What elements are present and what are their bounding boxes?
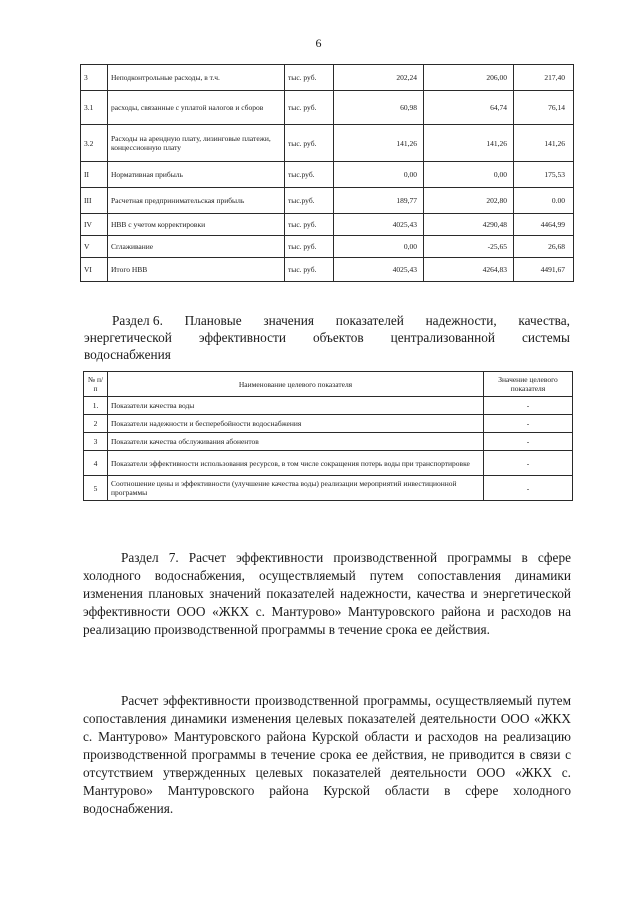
- value-year-1: 4025,43: [334, 258, 424, 282]
- row-unit: тыс. руб.: [285, 125, 334, 162]
- value-year-3: 76,14: [514, 91, 574, 125]
- heading-word: качества,: [518, 313, 570, 328]
- table-row: [81, 162, 574, 188]
- row-number: 5: [84, 476, 108, 501]
- table-row: [81, 188, 574, 214]
- row-number: 4: [84, 451, 108, 476]
- row-name: Итого НВВ: [108, 258, 285, 282]
- value-year-1: 60,98: [334, 91, 424, 125]
- section-6-line-1: [84, 312, 570, 329]
- heading-word: энергетической: [84, 330, 172, 345]
- row-number: 3: [84, 433, 108, 451]
- value-year-2: 4290,48: [424, 214, 514, 236]
- heading-word: централизованной: [390, 330, 495, 345]
- value-year-2: 4264,83: [424, 258, 514, 282]
- header-number: № п/п: [84, 372, 108, 397]
- row-number: VI: [81, 258, 108, 282]
- row-name: НВВ с учетом корректировки: [108, 214, 285, 236]
- value-year-3: 26,68: [514, 236, 574, 258]
- row-number: V: [81, 236, 108, 258]
- table-row: [81, 91, 574, 125]
- header-indicator-name: Наименование целевого показателя: [108, 372, 484, 397]
- value-year-3: 217,40: [514, 65, 574, 91]
- row-number: 2: [84, 415, 108, 433]
- row-number: 3.1: [81, 91, 108, 125]
- value-year-2: 64,74: [424, 91, 514, 125]
- indicator-value: -: [484, 397, 573, 415]
- heading-word: объектов: [312, 330, 364, 345]
- header-indicator-value: Значение целевого показателя: [484, 372, 573, 397]
- value-year-1: 4025,43: [334, 214, 424, 236]
- budget-table: [80, 64, 574, 282]
- indicator-name: Показатели надежности и бесперебойности водоснабжения: [108, 415, 484, 433]
- row-number: III: [81, 188, 108, 214]
- table-row: [81, 125, 574, 162]
- indicator-name: Показатели качества воды: [108, 397, 484, 415]
- value-year-2: -25,65: [424, 236, 514, 258]
- row-unit: тыс.руб.: [285, 188, 334, 214]
- heading-word: системы: [521, 330, 570, 345]
- value-year-3: 141,26: [514, 125, 574, 162]
- section-6-line-2: [84, 329, 570, 346]
- table-row: [81, 236, 574, 258]
- heading-word: показателей: [335, 313, 404, 328]
- row-unit: тыс. руб.: [285, 91, 334, 125]
- value-year-1: 189,77: [334, 188, 424, 214]
- row-number: 1.: [84, 397, 108, 415]
- row-number: 3: [81, 65, 108, 91]
- value-year-2: 0,00: [424, 162, 514, 188]
- value-year-1: 0,00: [334, 162, 424, 188]
- table-row: [84, 415, 573, 433]
- page-number: 6: [315, 36, 322, 50]
- value-year-1: 0,00: [334, 236, 424, 258]
- target-indicators-table: [83, 371, 573, 501]
- value-year-3: 0.00: [514, 188, 574, 214]
- heading-word: Раздел 6.: [112, 313, 163, 328]
- indicator-value: -: [484, 451, 573, 476]
- row-unit: тыс. руб.: [285, 214, 334, 236]
- row-unit: тыс. руб.: [285, 258, 334, 282]
- row-unit: тыс. руб.: [285, 236, 334, 258]
- table-row: [81, 214, 574, 236]
- value-year-3: 4491,67: [514, 258, 574, 282]
- value-year-1: 141,26: [334, 125, 424, 162]
- value-year-3: 4464,99: [514, 214, 574, 236]
- section-7: [83, 549, 571, 639]
- value-year-2: 206,00: [424, 65, 514, 91]
- indicator-value: -: [484, 476, 573, 501]
- table-header-row: [84, 372, 573, 397]
- value-year-2: 141,26: [424, 125, 514, 162]
- section-6-line-3: водоснабжения: [84, 347, 171, 362]
- row-name: Расчетная предпринимательская прибыль: [108, 188, 285, 214]
- row-name: Сглаживание: [108, 236, 285, 258]
- heading-word: Плановые: [184, 313, 242, 328]
- indicator-name: Показатели качества обслуживания абонентов: [108, 433, 484, 451]
- heading-word: значения: [263, 313, 315, 328]
- row-unit: тыс.руб.: [285, 162, 334, 188]
- row-name: Нормативная прибыль: [108, 162, 285, 188]
- table-row: [84, 451, 573, 476]
- row-number: II: [81, 162, 108, 188]
- table-row: [81, 258, 574, 282]
- row-number: IV: [81, 214, 108, 236]
- value-year-1: 202,24: [334, 65, 424, 91]
- indicator-name: Показатели эффективности использования ресурсов, в том числе сокращения потерь воды при транспортировке: [108, 451, 484, 476]
- section-6-heading: [84, 312, 570, 363]
- table-row: [84, 476, 573, 501]
- row-unit: тыс. руб.: [285, 65, 334, 91]
- efficiency-paragraph: [83, 692, 571, 818]
- row-number: 3.2: [81, 125, 108, 162]
- efficiency-paragraph-text: Расчет эффективности производственной программы, осуществляемый путем сопоставления динамики изменения целевых показателей деятельности ООО «ЖКХ с. Мантурово» Мантуровского района Курской области и расходов на реализацию производственной программы в течение срока ее действия, не приводится в связи с отсутствием утвержденных целевых показателей деятельности ООО «ЖКХ с. Мантурово» Мантуровского района Курской области в сфере холодного водоснабжения.: [83, 693, 571, 816]
- value-year-3: 175,53: [514, 162, 574, 188]
- row-name: расходы, связанные с уплатой налогов и сборов: [108, 91, 285, 125]
- table-row: [84, 397, 573, 415]
- value-year-2: 202,80: [424, 188, 514, 214]
- indicator-value: -: [484, 433, 573, 451]
- indicator-name: Соотношение цены и эффективности (улучшение качества воды) реализации мероприятий инвестиционной программы: [108, 476, 484, 501]
- table-row: [84, 433, 573, 451]
- row-name: Неподконтрольные расходы, в т.ч.: [108, 65, 285, 91]
- table-row: [81, 65, 574, 91]
- section-7-text: Раздел 7. Расчет эффективности производственной программы в сфере холодного водоснабжения, осуществляемый путем сопоставления динамики изменения плановых значений показателей надежности, качества и энергетической эффективности ООО «ЖКХ с. Мантурово» Мантуровского района и расходов на реализацию производственной программы в течение срока ее действия.: [83, 550, 571, 637]
- heading-word: эффективности: [198, 330, 286, 345]
- indicator-value: -: [484, 415, 573, 433]
- row-name: Расходы на арендную плату, лизинговые платежи, концессионную плату: [108, 125, 285, 162]
- heading-word: надежности,: [425, 313, 497, 328]
